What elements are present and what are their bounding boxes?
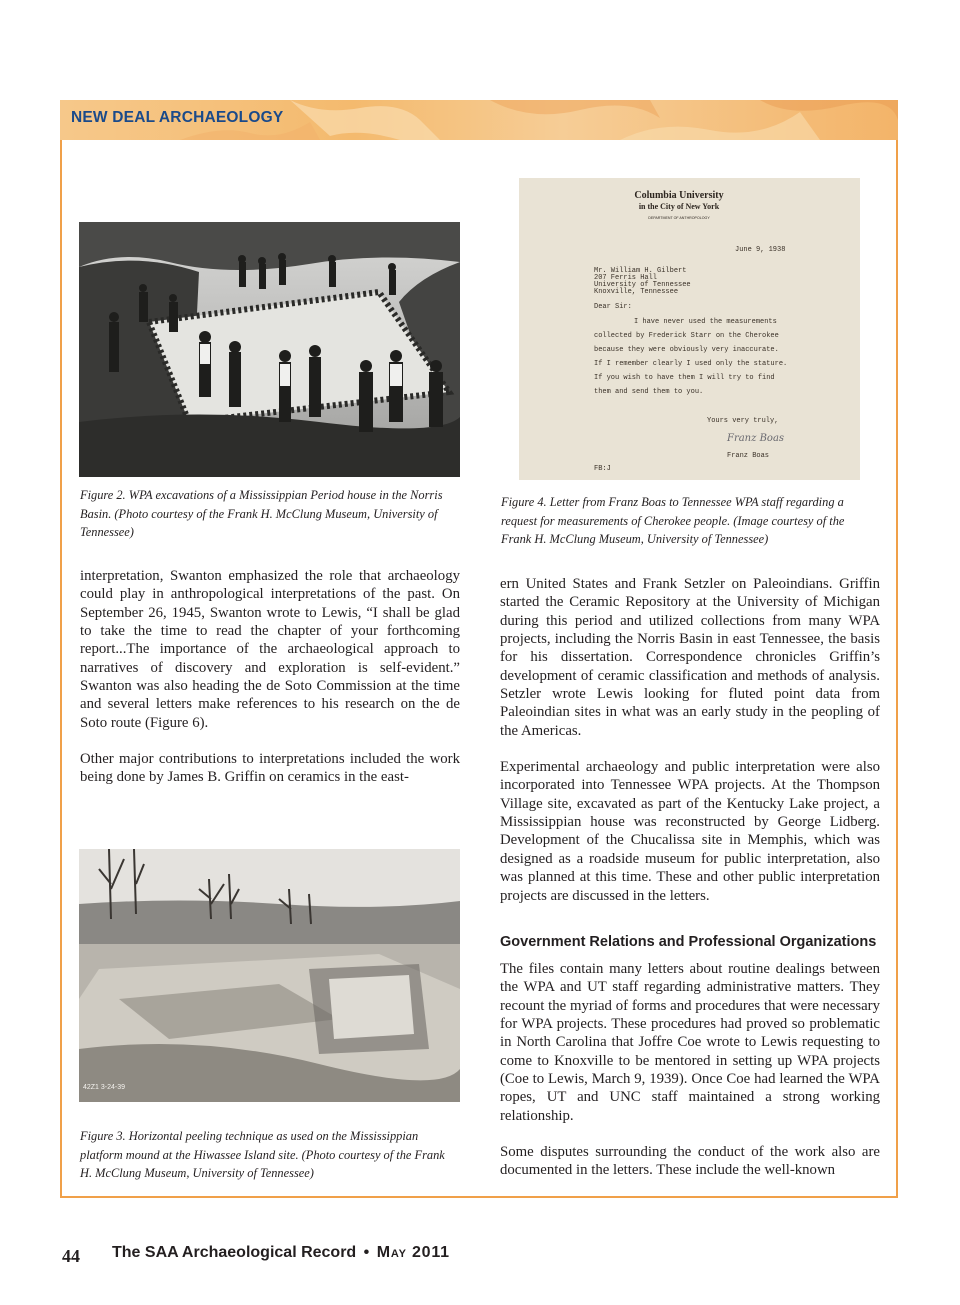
- footer-bullet: •: [363, 1244, 370, 1261]
- letterhead-line-2: in the City of New York: [638, 202, 720, 211]
- letter-line-4: If I remember clearly I used only the stature.: [594, 360, 788, 368]
- figure-2-photo: [79, 222, 460, 477]
- letter-line-3: because they were obviously very inaccurate.: [594, 346, 779, 354]
- figure-2-caption: Figure 2. WPA excavations of a Mississippian Period house in the Norris Basin. (Photo courtesy of the Frank H. McClung Museum, University of Tennessee): [80, 488, 443, 539]
- letter-date: June 9, 1938: [735, 246, 786, 254]
- publication-line: [112, 1244, 450, 1262]
- letter-signer: Franz Boas: [727, 452, 770, 460]
- letter-address-4: Knoxville, Tennessee: [594, 288, 679, 296]
- issue-date: May 2011: [376, 1244, 450, 1261]
- letter-address-2: 207 Ferris Hall: [594, 274, 658, 282]
- letter-line-5: If you wish to have them I will try to find: [594, 374, 775, 382]
- right-column-text-bottom: [500, 960, 880, 1180]
- letter-initials: FB:J: [594, 465, 611, 473]
- right-paragraph-2: Experimental archaeology and public interpretation were also incorporated into Tennessee WPA projects. At the Thompson Village site, excavated as part of the Kentucky Lake project, a Mississippian house was reconstructed by George Lidberg. Development of the Chucalissa site in Memphis, which was designed as a roadside museum for public interpretation, also was planned at this time. These and other public interpretation projects are discussed in the letters.: [500, 759, 880, 904]
- letter-line-6: them and send them to you.: [594, 388, 704, 396]
- letterhead-line-1: Columbia University: [634, 190, 724, 201]
- right-paragraph-1: ern United States and Frank Setzler on Paleoindians. Griffin started the Ceramic Repository at the University of Michigan during this period and utilized collections from many WPA projects, including the Norris Basin in east Tennessee, the basis for his dissertation. Correspondence chronicles Griffin’s development of ceramic classification and methods of analysis. Setzler wrote Lewis looking for fluted point data from Paleoindian sites in what was an early study in the peopling of the Americas.: [500, 576, 880, 739]
- right-paragraph-3: The files contain many letters about routine dealings between the WPA and UT staff regarding administrative matters. They recount the myriad of forms and procedures that were necessary for WPA projects. These procedures had proved so problematic in North Carolina that Joffre Coe wrote to Lewis requesting to come to Knoxville to be mentored in setting up WPA projects (Coe to Lewis, March 9, 1939). Once Coe had learned the WPA ropes, UT and UNC staff maintained a strong working relationship.: [500, 961, 880, 1124]
- left-paragraph-2: Other major contributions to interpretations included the work being done by James B. Griffin on ceramics in the east-: [80, 751, 460, 786]
- letter-address-1: Mr. William H. Gilbert: [594, 267, 687, 275]
- figure-4-caption: Figure 4. Letter from Franz Boas to Tennessee WPA staff regarding a request for measurements of Cherokee people. (Image courtesy of the Frank H. McClung Museum, University of Tennessee): [501, 495, 845, 546]
- left-paragraph-1: interpretation, Swanton emphasized the role that archaeology could play in anthropological interpretations of the past. On September 26, 1945, Swanton wrote to Lewis, “I shall be glad to take the time to read the chapter of your forthcoming report...The importance of the archaeological approach to narratives of discovery and exploration is self-evident.” Swanton was also heading the de Soto Commission at the time and several letters make references to his research on the de Soto route (Figure 6).: [80, 568, 460, 731]
- figure-3-photo: [79, 849, 460, 1102]
- letter-closing: Yours very truly,: [707, 417, 779, 425]
- figure-3-caption: Figure 3. Horizontal peeling technique as used on the Mississippian platform mound at the Hiwassee Island site. (Photo courtesy of the Frank H. McClung Museum, University of Tennessee): [80, 1129, 445, 1180]
- section-banner: [60, 100, 898, 140]
- letter-salutation: Dear Sir:: [594, 303, 632, 311]
- section-title: NEW DEAL ARCHAEOLOGY: [71, 109, 284, 126]
- letterhead-department: DEPARTMENT OF ANTHROPOLOGY: [648, 216, 710, 220]
- figure-4-letter: [519, 178, 860, 480]
- page-number: 44: [62, 1246, 80, 1266]
- figure-3-stamp: 42Z1 3-24-39: [83, 1084, 126, 1091]
- letter-address-3: University of Tennessee: [594, 281, 691, 289]
- right-column-text-top: [500, 575, 880, 905]
- publication-title: The SAA Archaeological Record: [112, 1244, 357, 1261]
- letter-line-1: I have never used the measurements: [634, 318, 777, 326]
- section-heading: Government Relations and Professional Organizations: [500, 934, 877, 950]
- letter-line-2: collected by Frederick Starr on the Cherokee: [594, 332, 779, 340]
- right-paragraph-4: Some disputes surrounding the conduct of the work also are documented in the letters. These include the well-known: [500, 1144, 880, 1179]
- letter-signature: Franz Boas: [727, 433, 785, 444]
- left-column-text: [80, 567, 460, 787]
